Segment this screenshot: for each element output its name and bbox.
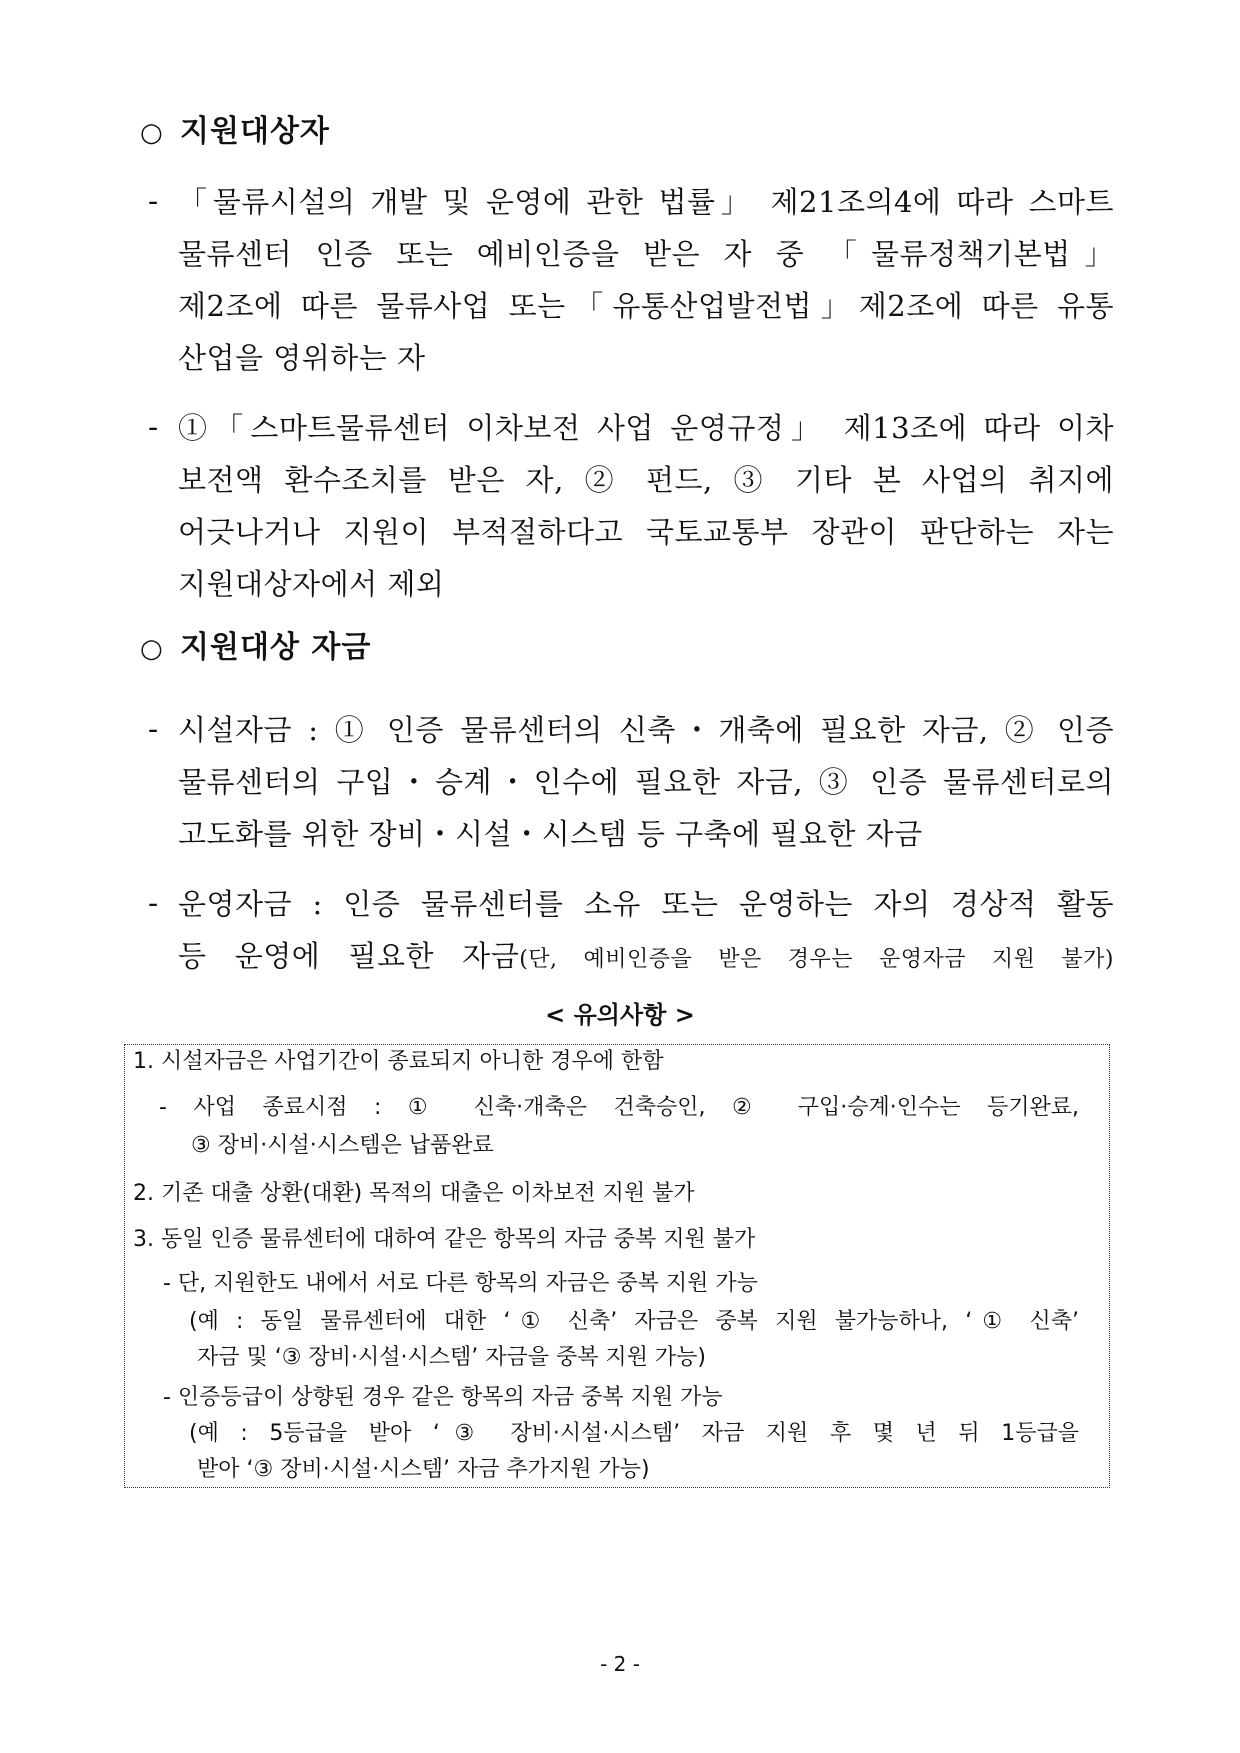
dash-bullet: - xyxy=(148,184,159,219)
notice-line: (예 : 5등급을 받아 ‘③ 장비·시설·시스템’ 자금 지원 후 몇 년 뒤 1등급을 xyxy=(189,1421,1079,1446)
paragraph-line: 「물류시설의 개발 및 운영에 관한 법률」 제21조의4에 따라 스마트 xyxy=(178,185,1114,219)
notice-title: < 유의사항 > xyxy=(545,1001,695,1029)
notice-line: 자금 및 ‘③ 장비·시설·시스템’ 자금을 중복 지원 가능) xyxy=(197,1345,707,1370)
paragraph-line: 지원대상자에서 제외 xyxy=(178,567,445,601)
section-title: 지원대상 자금 xyxy=(180,630,372,665)
paragraph-operating-funds xyxy=(148,878,1114,982)
paragraph-eligibility xyxy=(148,176,1114,384)
notice-box xyxy=(124,1044,1110,1488)
paragraph-line: 시설자금 : ① 인증 물류센터의 신축・개축에 필요한 자금, ② 인증 xyxy=(178,713,1114,747)
paragraph-line: 보전액 환수조치를 받은 자, ② 펀드, ③ 기타 본 사업의 취지에 xyxy=(178,463,1114,497)
notice-line: - 인증등급이 상향된 경우 같은 항목의 자금 중복 지원 가능 xyxy=(163,1385,723,1410)
notice-line: - 사업 종료시점 : ① 신축·개축은 건축승인, ② 구입·승계·인수는 등기완료, xyxy=(159,1095,1079,1120)
paragraph-line: 산업을 영위하는 자 xyxy=(178,341,426,375)
notice-line: ③ 장비·시설·시스템은 납품완료 xyxy=(191,1133,494,1158)
notice-line: 3. 동일 인증 물류센터에 대하여 같은 항목의 자금 중복 지원 불가 xyxy=(133,1227,756,1252)
paragraph-line: 제2조에 따른 물류사업 또는「유통산업발전법」제2조에 따른 유통 xyxy=(178,289,1114,323)
paragraph-line: 물류센터 인증 또는 예비인증을 받은 자 중 「물류정책기본법」 xyxy=(178,237,1114,271)
notice-line: 1. 시설자금은 사업기간이 종료되지 아니한 경우에 한함 xyxy=(133,1049,664,1074)
paragraph-exclusions xyxy=(148,402,1114,610)
section-heading-support-funds xyxy=(140,628,371,668)
dash-bullet: - xyxy=(148,886,159,921)
paragraph-line xyxy=(178,930,1114,982)
notice-line: (예 : 동일 물류센터에 대한 ‘① 신축’ 자금은 중복 지원 불가능하나, ‘① 신축’ xyxy=(189,1309,1079,1334)
paragraph-line: 고도화를 위한 장비・시설・시스템 등 구축에 필요한 자금 xyxy=(178,817,923,851)
dash-bullet: - xyxy=(148,712,159,747)
paragraph-text: 등 운영에 필요한 자금 xyxy=(178,939,520,973)
paragraph-facility-funds xyxy=(148,704,1114,860)
dash-bullet: - xyxy=(148,410,159,445)
page-number: - 2 - xyxy=(600,1652,640,1676)
section-heading-support-target xyxy=(140,112,330,152)
notice-line: - 단, 지원한도 내에서 서로 다른 항목의 자금은 중복 지원 가능 xyxy=(163,1271,758,1296)
circle-bullet-icon: ○ xyxy=(140,118,164,148)
circle-bullet-icon: ○ xyxy=(140,634,164,664)
paragraph-note: (단, 예비인증을 받은 경우는 운영자금 지원 불가) xyxy=(519,947,1114,972)
section-title: 지원대상자 xyxy=(180,114,330,149)
paragraph-line: ①「스마트물류센터 이차보전 사업 운영규정」 제13조에 따라 이차 xyxy=(178,411,1114,445)
paragraph-line: 어긋나거나 지원이 부적절하다고 국토교통부 장관이 판단하는 자는 xyxy=(178,515,1114,549)
notice-line: 받아 ‘③ 장비·시설·시스템’ 자금 추가지원 가능) xyxy=(197,1457,650,1482)
paragraph-line: 운영자금 : 인증 물류센터를 소유 또는 운영하는 자의 경상적 활동 xyxy=(178,887,1114,921)
notice-line: 2. 기존 대출 상환(대환) 목적의 대출은 이차보전 지원 불가 xyxy=(133,1181,695,1206)
paragraph-line: 물류센터의 구입・승계・인수에 필요한 자금, ③ 인증 물류센터로의 xyxy=(178,765,1114,799)
